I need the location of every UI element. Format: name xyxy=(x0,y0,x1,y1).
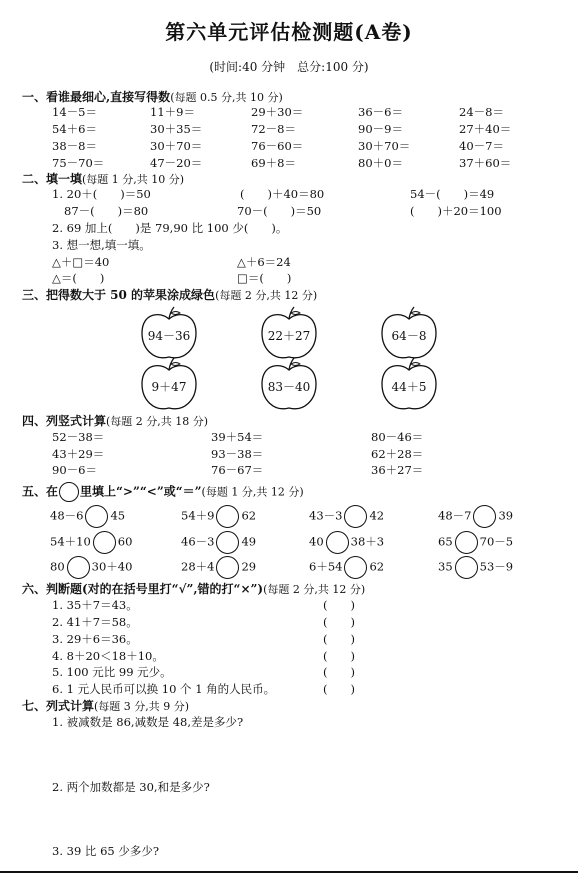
compare-circle[interactable] xyxy=(455,531,478,554)
page-subtitle: (时间:40 分钟 总分:100 分) xyxy=(209,60,369,74)
apple-expression: 44＋5 xyxy=(391,380,427,394)
vertical-calc-item: 43＋29＝ xyxy=(52,447,105,461)
apple[interactable] xyxy=(258,356,320,414)
calc-item: 40－7＝ xyxy=(459,139,504,153)
calc-item: 37＋60＝ xyxy=(459,156,512,170)
vertical-calc-item: 52－38＝ xyxy=(52,430,105,444)
shape-answer: △＝( ) xyxy=(52,271,105,285)
compare-circle[interactable] xyxy=(473,505,496,528)
judge-answer-bracket[interactable]: ( ) xyxy=(323,665,355,679)
compare-circle[interactable] xyxy=(344,505,367,528)
compare-item: 54＋10 60 xyxy=(50,531,132,554)
compare-item: 48－7 39 xyxy=(438,505,513,528)
apple-expression: 9＋47 xyxy=(151,380,187,394)
calc-item: 11＋9＝ xyxy=(150,105,195,119)
vertical-calc-item: 62＋28＝ xyxy=(371,447,424,461)
word-problem: 3. 39 比 65 少多少? xyxy=(52,844,160,858)
vertical-calc-item: 90－6＝ xyxy=(52,463,97,477)
compare-circle[interactable] xyxy=(67,556,90,579)
calc-item: 80＋0＝ xyxy=(358,156,403,170)
calc-item: 29＋30＝ xyxy=(251,105,304,119)
fill-item: 70－( )＝50 xyxy=(237,204,322,218)
word-problem: 1. 被减数是 86,减数是 48,差是多少? xyxy=(52,715,244,729)
section-3-heading: 三、把得数大于 50 的苹果涂成绿色(每题 2 分,共 12 分) xyxy=(22,288,318,302)
judge-item: 2. 41＋7＝58。 xyxy=(52,615,138,629)
compare-item: 43－3 42 xyxy=(309,505,384,528)
judge-answer-bracket[interactable]: ( ) xyxy=(323,598,355,612)
compare-item: 54＋9 62 xyxy=(181,505,256,528)
judge-item: 5. 100 元比 99 元少。 xyxy=(52,665,172,679)
compare-item: 46－3 49 xyxy=(181,531,256,554)
judge-answer-bracket[interactable]: ( ) xyxy=(323,682,355,696)
calc-item: 47－20＝ xyxy=(150,156,203,170)
compare-item: 6＋54 62 xyxy=(309,556,384,579)
calc-item: 36－6＝ xyxy=(358,105,403,119)
fill-question-3: 3. 想一想,填一填。 xyxy=(52,238,151,252)
judge-item: 1. 35＋7＝43。 xyxy=(52,598,138,612)
compare-item: 65 70－5 xyxy=(438,531,513,554)
section-6-heading: 六、判断题(对的在括号里打“√”,错的打“×”)(每题 2 分,共 12 分) xyxy=(22,582,366,596)
fill-item: ( )＋40＝80 xyxy=(240,187,325,201)
word-problem: 2. 两个加数都是 30,和是多少? xyxy=(52,780,210,794)
compare-item: 48－6 45 xyxy=(50,505,125,528)
calc-item: 90－9＝ xyxy=(358,122,403,136)
apple-expression: 64－8 xyxy=(391,329,427,343)
shape-equation: △＋6＝24 xyxy=(237,255,291,269)
compare-circle[interactable] xyxy=(216,556,239,579)
section-2-heading: 二、填一填(每题 1 分,共 10 分) xyxy=(22,172,185,186)
judge-answer-bracket[interactable]: ( ) xyxy=(323,649,355,663)
judge-item: 6. 1 元人民币可以换 10 个 1 角的人民币。 xyxy=(52,682,276,696)
apple[interactable] xyxy=(138,305,200,363)
calc-item: 72－8＝ xyxy=(251,122,296,136)
calc-item: 69＋8＝ xyxy=(251,156,296,170)
compare-circle[interactable] xyxy=(93,531,116,554)
judge-item: 3. 29＋6＝36。 xyxy=(52,632,138,646)
apple[interactable] xyxy=(258,305,320,363)
fill-question-2: 2. 69 加上( )是 79,90 比 100 少( )。 xyxy=(52,221,288,235)
compare-item: 28＋4 29 xyxy=(181,556,256,579)
vertical-calc-item: 76－67＝ xyxy=(211,463,264,477)
calc-item: 54＋6＝ xyxy=(52,122,97,136)
apple[interactable] xyxy=(378,305,440,363)
vertical-calc-item: 39＋54＝ xyxy=(211,430,264,444)
compare-circle[interactable] xyxy=(344,556,367,579)
compare-item: 35 53－9 xyxy=(438,556,513,579)
circle-icon xyxy=(59,482,79,502)
apple[interactable] xyxy=(138,356,200,414)
judge-answer-bracket[interactable]: ( ) xyxy=(323,632,355,646)
calc-item: 27＋40＝ xyxy=(459,122,512,136)
shape-equation: △＋□＝40 xyxy=(52,255,110,269)
compare-item: 80 30＋40 xyxy=(50,556,132,579)
section-4-heading: 四、列竖式计算(每题 2 分,共 18 分) xyxy=(22,414,209,428)
calc-item: 24－8＝ xyxy=(459,105,504,119)
calc-item: 30＋70＝ xyxy=(150,139,203,153)
apple-expression: 83－40 xyxy=(267,380,311,394)
fill-item: 54－( )＝49 xyxy=(410,187,495,201)
apple-expression: 22＋27 xyxy=(267,329,311,343)
vertical-calc-item: 80－46＝ xyxy=(371,430,424,444)
vertical-calc-item: 93－38＝ xyxy=(211,447,264,461)
calc-item: 30＋35＝ xyxy=(150,122,203,136)
fill-item: 87－( )＝80 xyxy=(64,204,149,218)
fill-item: ( )＋20＝100 xyxy=(410,204,502,218)
section-7-heading: 七、列式计算(每题 3 分,共 9 分) xyxy=(22,699,190,713)
compare-circle[interactable] xyxy=(216,505,239,528)
calc-item: 38－8＝ xyxy=(52,139,97,153)
compare-circle[interactable] xyxy=(326,531,349,554)
shape-answer: □＝( ) xyxy=(237,271,292,285)
fill-item: 1. 20＋( )＝50 xyxy=(52,187,151,201)
apple[interactable] xyxy=(378,356,440,414)
compare-circle[interactable] xyxy=(85,505,108,528)
calc-item: 76－60＝ xyxy=(251,139,304,153)
calc-item: 14－5＝ xyxy=(52,105,97,119)
vertical-calc-item: 36＋27＝ xyxy=(371,463,424,477)
page-title: 第六单元评估检测题(A卷) xyxy=(165,20,413,44)
judge-answer-bracket[interactable]: ( ) xyxy=(323,615,355,629)
compare-item: 40 38＋3 xyxy=(309,531,384,554)
calc-item: 30＋70＝ xyxy=(358,139,411,153)
compare-circle[interactable] xyxy=(455,556,478,579)
calc-item: 75－70＝ xyxy=(52,156,105,170)
judge-item: 4. 8＋20＜18＋10。 xyxy=(52,649,164,663)
compare-circle[interactable] xyxy=(216,531,239,554)
section-5-heading: 五、在 里填上“>”“<”或“＝”(每题 1 分,共 12 分) xyxy=(22,482,304,502)
section-1-heading: 一、看谁最细心,直接写得数(每题 0.5 分,共 10 分) xyxy=(22,90,283,104)
apple-expression: 94－36 xyxy=(147,329,191,343)
